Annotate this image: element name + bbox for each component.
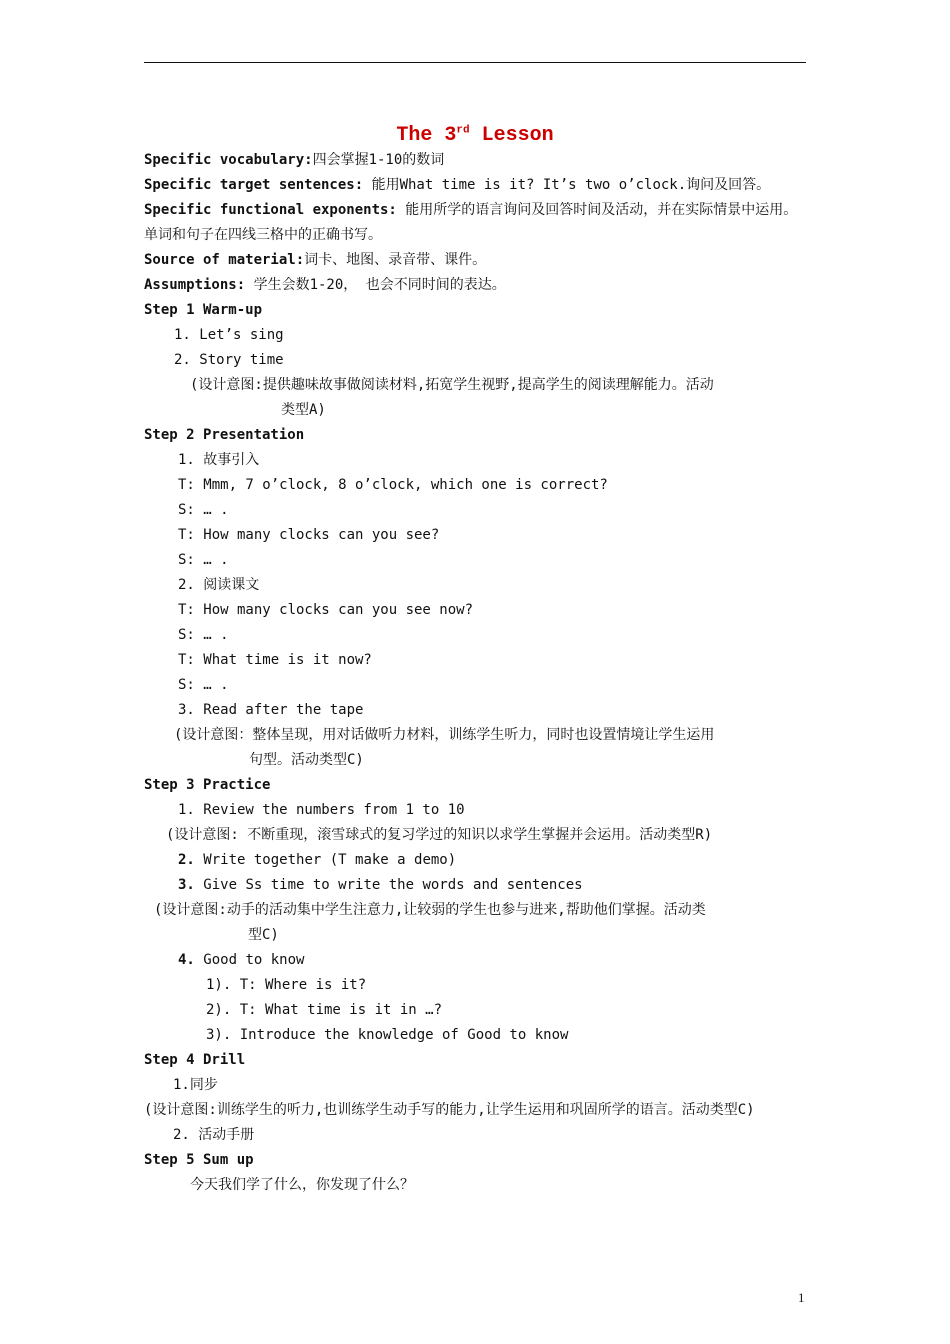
assumptions-line: Assumptions: 学生会数1-20， 也会不同时间的表达。	[144, 277, 506, 293]
page-number: 1	[798, 1290, 805, 1305]
step1-heading: Step 1 Warm-up	[144, 302, 263, 318]
step2-line: 1. 故事引入	[178, 452, 260, 468]
step2-line: 2. 阅读课文	[178, 577, 260, 593]
step1-item: 2. Story time	[174, 352, 284, 368]
source-line: Source of material:词卡、地图、录音带、课件。	[144, 252, 487, 268]
step2-line: S: … .	[178, 552, 229, 568]
step4-heading: Step 4 Drill	[144, 1052, 246, 1068]
step2-line: S: … .	[178, 627, 229, 643]
title-superscript: rd	[456, 124, 470, 137]
step5-heading: Step 5 Sum up	[144, 1152, 254, 1168]
target-line: Specific target sentences: 能用What time is it? It’s two o’clock.询问及回答。	[144, 177, 771, 193]
step4-line: 2. 活动手册	[173, 1127, 255, 1143]
step1-item: 1. Let’s sing	[174, 327, 284, 343]
step4-line: 1.同步	[173, 1077, 218, 1093]
step2-heading: Step 2 Presentation	[144, 427, 305, 443]
design-note: (设计意图: 不断重现，滚雪球式的复习学过的知识以求学生掌握并会运用。活动类型R)	[166, 827, 713, 843]
step3-line: 3. Give Ss time to write the words and sentences	[178, 877, 583, 893]
step2-line: T: What time is it now?	[178, 652, 372, 668]
design-note: (设计意图:训练学生的听力,也训练学生动手写的能力,让学生运用和巩固所学的语言。活动类型C)	[144, 1102, 755, 1118]
step3-line: 2. Write together (T make a demo)	[178, 852, 457, 868]
page-title: The 3rd Lesson	[396, 124, 554, 147]
design-note: (设计意图:提供趣味故事做阅读材料,拓宽学生视野,提高学生的阅读理解能力。活动	[190, 377, 714, 393]
vocab-line: Specific vocabulary:四会掌握1-10的数词	[144, 152, 445, 168]
step2-line: T: Mmm, 7 o’clock, 8 o’clock, which one is correct?	[178, 477, 608, 493]
design-note: 型C)	[248, 927, 279, 943]
design-note: (设计意图：整体呈现，用对话做听力材料，训练学生听力，同时也设置情境让学生运用	[174, 727, 715, 743]
design-note: (设计意图:动手的活动集中学生注意力,让较弱的学生也参与进来,帮助他们掌握。活动类	[154, 902, 706, 918]
design-note: 句型。活动类型C)	[249, 752, 364, 768]
step3-subline: 2). T: What time is it in …?	[206, 1002, 443, 1018]
step3-heading: Step 3 Practice	[144, 777, 271, 793]
step3-subline: 3). Introduce the knowledge of Good to know	[206, 1027, 569, 1043]
step3-line: 1. Review the numbers from 1 to 10	[178, 802, 465, 818]
header-rule	[144, 62, 806, 63]
step2-line: T: How many clocks can you see?	[178, 527, 440, 543]
step5-line: 今天我们学了什么，你发现了什么？	[190, 1177, 414, 1193]
step2-line: 3. Read after the tape	[178, 702, 364, 718]
lesson-body	[144, 148, 808, 1198]
step3-line: 4. Good to know	[178, 952, 305, 968]
step2-line: S: … .	[178, 677, 229, 693]
step2-line: T: How many clocks can you see now?	[178, 602, 474, 618]
functional-line: Specific functional exponents: 能用所学的语言询问及回答时间及活动，并在实际情景中运用。单词和句子在四线三格中的正确书写。	[144, 202, 798, 243]
step2-line: S: … .	[178, 502, 229, 518]
design-note: 类型A)	[281, 402, 326, 418]
step3-subline: 1). T: Where is it?	[206, 977, 367, 993]
